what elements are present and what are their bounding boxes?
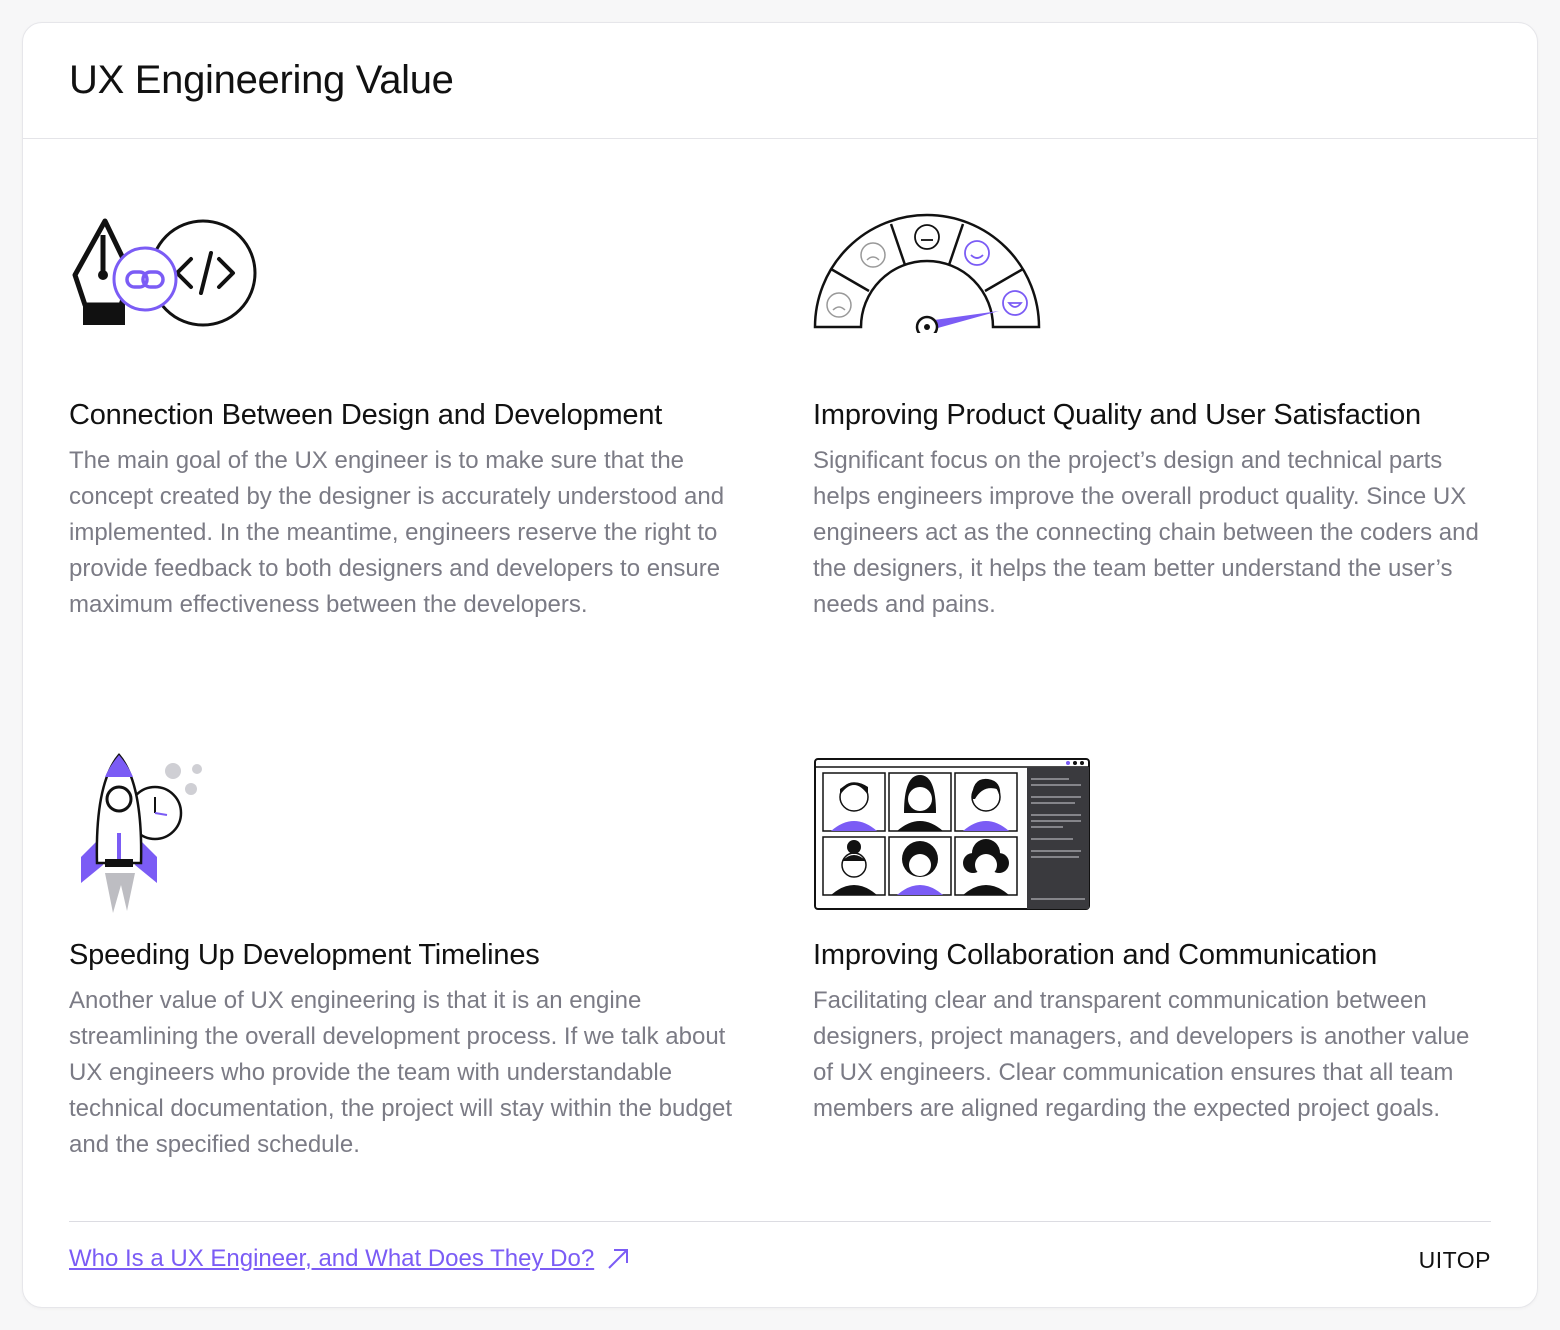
brand-logo: UITOP [1418,1247,1491,1273]
feature-description: Another value of UX engineering is that it is an engine streamlining the overall development process. If we talk about UX engineers who provide the team with understandable technical documentation, the project will stay within the budget and the specified schedule. [69,987,733,1158]
feature-title: Improving Product Quality and User Satisfaction [813,399,1421,431]
card-header [23,23,1537,139]
footer-divider [69,1221,1491,1222]
feature-quality-satisfaction [813,213,1493,618]
feature-description: The main goal of the UX engineer is to make sure that the concept created by the designer is accurately understood and implemented. In the meantime, engineers reserve the right to provide feedback to both designers and developers to ensure maximum effectiveness between the developers. [69,447,725,618]
related-article-link[interactable] [69,1245,630,1273]
feature-speeding-timelines [69,753,749,1158]
feature-title: Speeding Up Development Timelines [69,939,540,971]
satisfaction-gauge-icon [813,213,1493,413]
feature-collaboration-communication [813,753,1493,1122]
feature-title: Improving Collaboration and Communication [813,939,1378,971]
rocket-clock-icon [69,753,749,953]
pen-link-code-icon [69,213,749,413]
feature-design-development [69,213,749,618]
feature-description: Facilitating clear and transparent communication between designers, project managers, and developers is another value of UX engineers. Clear communication ensures that all team members are aligned regarding the expected project goals. [813,987,1470,1122]
related-article-link-label[interactable]: Who Is a UX Engineer, and What Does They Do? [69,1245,595,1272]
page-title: UX Engineering Value [69,58,454,102]
feature-title: Connection Between Design and Development [69,399,663,431]
feature-description: Significant focus on the project’s design and technical parts helps engineers improve the overall product quality. Since UX engineers act as the connecting chain between the coders and the designers, it helps the team better understand the user’s needs and pains. [813,447,1479,618]
value-card [22,22,1538,1308]
video-call-grid-icon [813,753,1493,953]
arrow-up-right-icon[interactable] [606,1247,630,1271]
